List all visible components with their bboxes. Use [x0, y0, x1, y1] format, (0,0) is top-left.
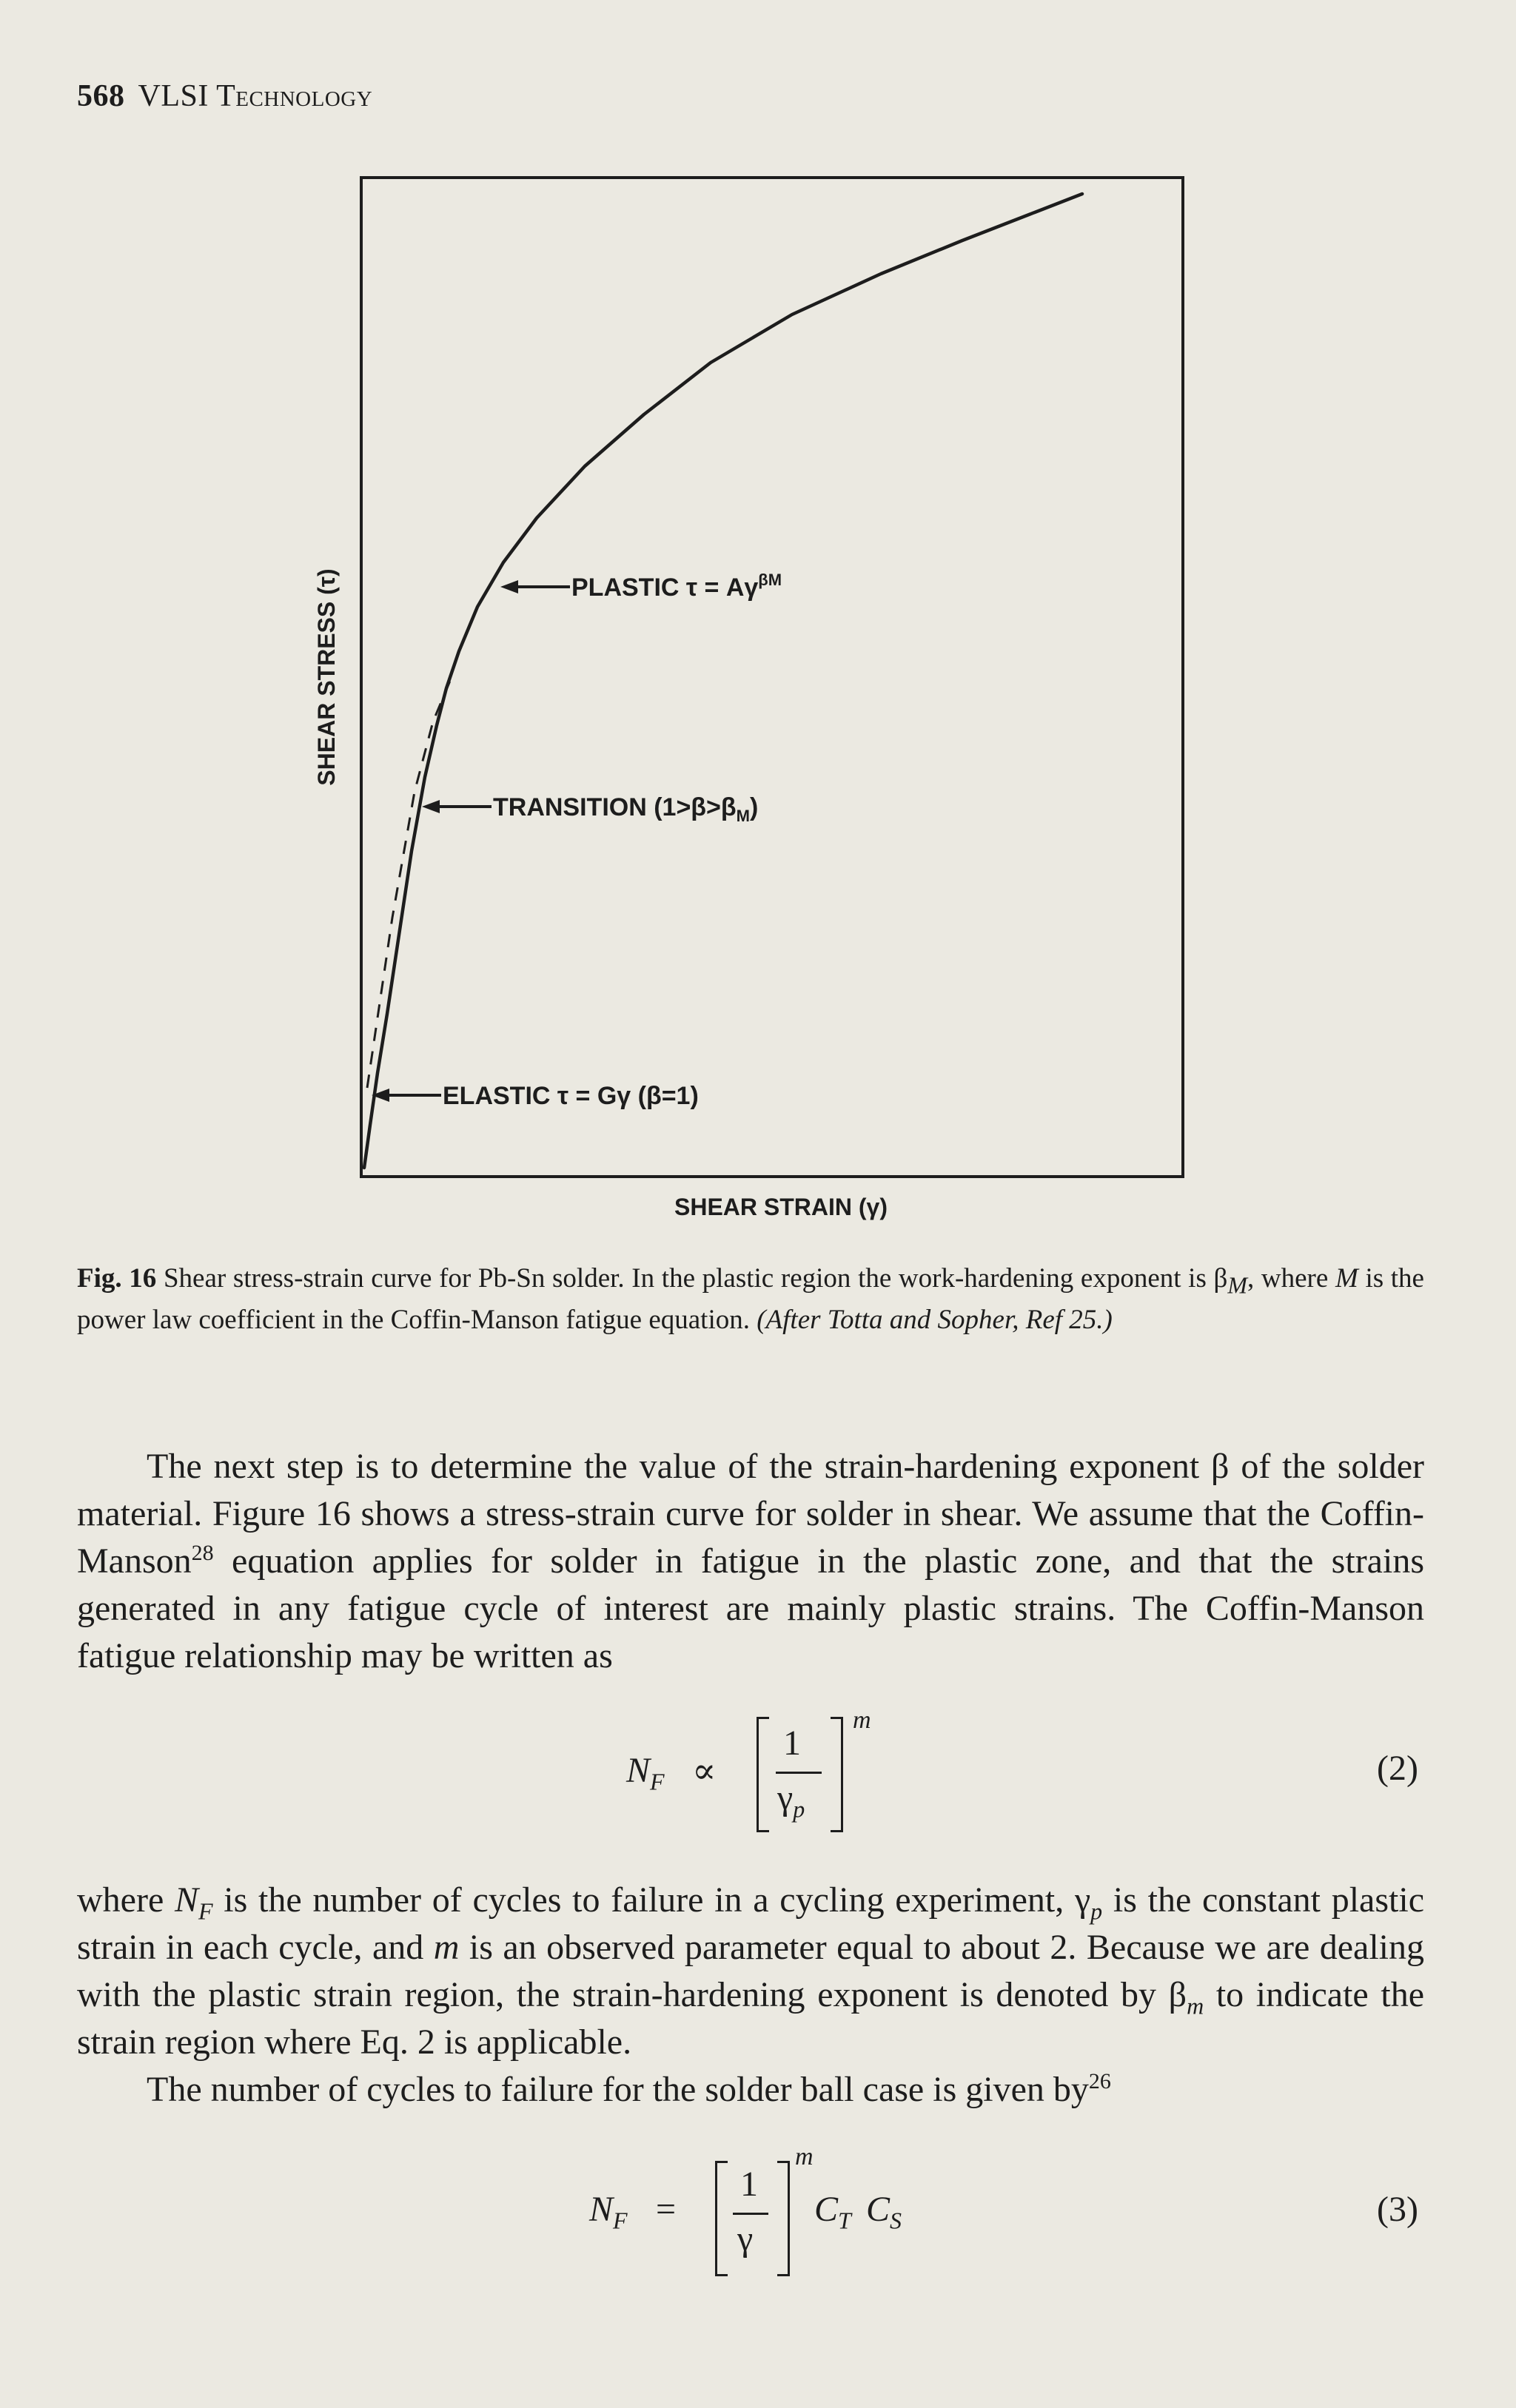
plastic-label: PLASTIC τ = Aγ	[571, 574, 759, 602]
caption-text-a: Shear stress-strain curve for Pb-Sn solder. In the plastic region the work-hardening exponent is β	[156, 1263, 1228, 1294]
caption-label: Fig. 16	[77, 1263, 157, 1294]
eq2-number: (2)	[1377, 1749, 1418, 1788]
eq3-numerator: 1	[740, 2165, 758, 2204]
caption-text-b: , where	[1247, 1263, 1335, 1294]
y-axis-label: SHEAR STRESS (τ)	[313, 568, 340, 786]
eq3-cs: $C_S$	[866, 2190, 902, 2234]
eq3-fraction-bar	[733, 2213, 768, 2215]
caption-sub-m: M	[1227, 1271, 1247, 1299]
annotation-elastic	[372, 1082, 699, 1110]
eq2-fraction-bar	[776, 1772, 822, 1774]
eq3-left-bracket	[715, 2161, 728, 2276]
svg-text:TRANSITION (1>β>βM)	[493, 793, 758, 825]
eq3-ct: $C_T$	[814, 2190, 851, 2234]
plastic-exponent: βM	[758, 571, 782, 589]
paragraph-2: where $N_F$ is the number of cycles to failure in a cycling experiment, $\gamma_p$ is the constant plastic strain in each cycle, and m is an observed parameter equal to about 2. Because we are dealing with the plastic strain region, the strain-hardening exponent is denoted by $\beta_m$ to indicate the strain region where Eq. 2 is applicable.	[77, 1880, 1424, 2062]
page-number: 568	[77, 79, 125, 113]
eq3-denominator: γ	[737, 2219, 754, 2259]
transition-label: TRANSITION (1>β>β	[493, 793, 737, 821]
figure-caption	[77, 1258, 1424, 1341]
stress-strain-curve	[364, 194, 1082, 1168]
annotation-plastic	[500, 571, 782, 602]
elastic-dashed-line	[367, 681, 450, 1088]
eq2-numerator: 1	[783, 1723, 801, 1763]
paragraph-1	[77, 1443, 1424, 1680]
para1-a: The next step is to determine the value of the strain-hardening exponent β of the solder material. Figure 16 shows a stress-strain curve for solder in shear. We assume that the Coffin-Manson	[77, 1447, 1424, 1581]
eq3-relation: =	[656, 2190, 677, 2229]
caption-text-c: is the power law coefficient in the Coffin-Manson fatigue equation.	[77, 1263, 1424, 1335]
eq3-lhs: $N_F$	[589, 2190, 628, 2234]
paragraph-3: The number of cycles to failure for the solder ball case is given $by^{26}$	[147, 2069, 1111, 2109]
svg-text:PLASTIC τ = AγβM	[571, 571, 782, 602]
eq2-relation: ∝	[692, 1752, 717, 1791]
elastic-label: ELASTIC τ = Gγ (β=1)	[443, 1082, 699, 1110]
transition-close: )	[750, 793, 759, 821]
eq3-right-bracket	[777, 2161, 790, 2276]
annotation-transition	[422, 793, 758, 825]
eq2-lhs: $N_F$	[626, 1751, 665, 1795]
eq2-exponent: m	[853, 1706, 871, 1734]
caption-citation: (After Totta and Sopher, Ref 25.)	[757, 1305, 1113, 1335]
transition-subscript: M	[736, 807, 750, 825]
eq3-number: (3)	[1377, 2190, 1418, 2229]
eq2-left-bracket	[757, 1717, 769, 1832]
x-axis-label: SHEAR STRAIN (γ)	[674, 1194, 888, 1220]
eq3-exponent: m	[795, 2143, 814, 2170]
running-title: VLSI Technology	[138, 79, 373, 113]
para1-ref: 28	[191, 1541, 214, 1565]
caption-m: M	[1335, 1263, 1358, 1294]
eq2-right-bracket	[831, 1717, 843, 1832]
eq2-denominator: $\gamma_p$	[777, 1778, 805, 1823]
para1-b: equation applies for solder in fatigue in the plastic zone, and that the strains generated in any fatigue cycle of interest are mainly plastic strains. The Coffin-Manson fatigue relationship may be written as	[77, 1541, 1424, 1675]
